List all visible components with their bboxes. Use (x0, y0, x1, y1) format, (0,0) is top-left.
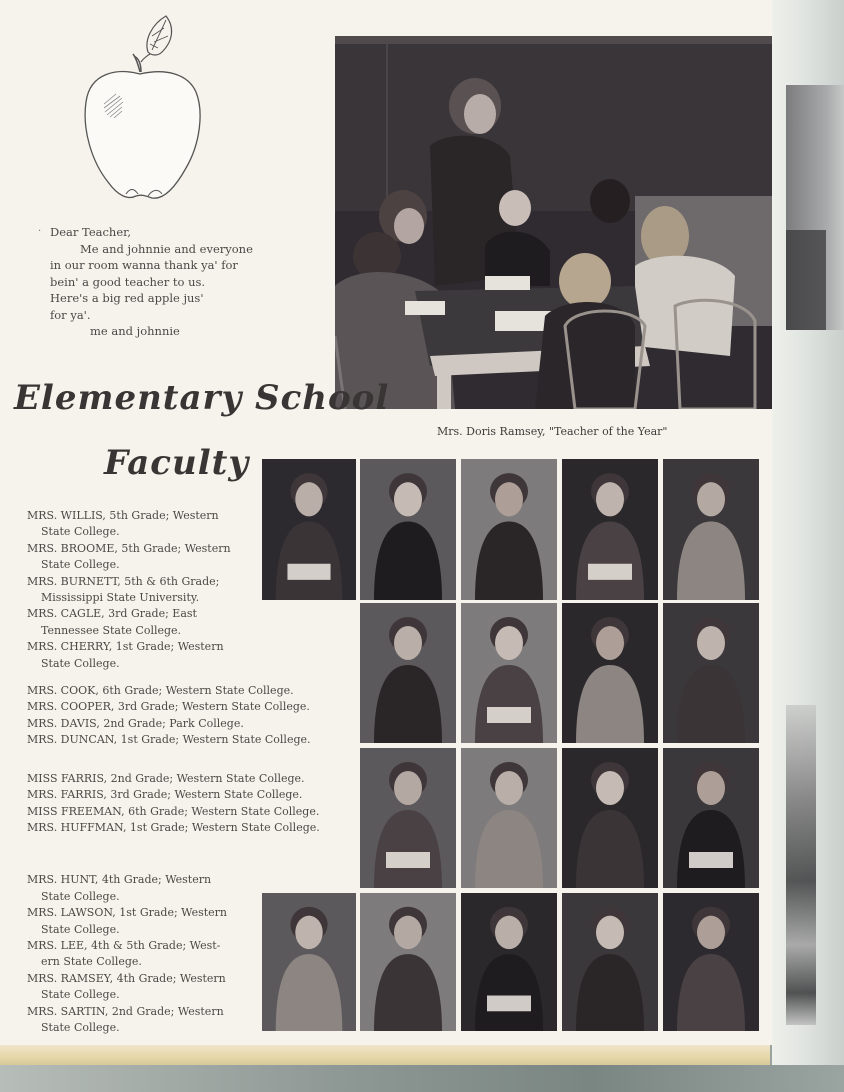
faculty-entry-text: MRS. HUFFMAN, 1st Grade; Western State College. (27, 820, 320, 834)
faculty-portrait (663, 603, 759, 743)
faculty-entry-text: MRS. RAMSEY, 4th Grade; Western (27, 971, 226, 985)
faculty-entry-continuation: State College. (41, 656, 120, 670)
faculty-entry-text: MRS. SARTIN, 2nd Grade; Western (27, 1004, 224, 1018)
faculty-portrait (262, 459, 356, 600)
letter-line: for ya'. (50, 307, 91, 322)
faculty-entry-continuation: State College. (41, 525, 120, 539)
faculty-entry-text: MRS. LAWSON, 1st Grade; Western (27, 906, 228, 920)
faculty-entry-text: MRS. LEE, 4th & 5th Grade; West- (27, 938, 221, 952)
faculty-portrait (562, 748, 658, 888)
apple-illustration (78, 12, 208, 204)
faculty-entry-text: MRS. CAGLE, 3rd Grade; East (27, 607, 197, 621)
faculty-portrait (461, 748, 557, 888)
teacher-of-the-year-photo (335, 36, 772, 409)
letter-signature: me and johnnie (90, 324, 180, 338)
faculty-portrait (461, 603, 557, 743)
faculty-portrait (360, 603, 456, 743)
faculty-entry-continuation: Tennessee State College. (41, 623, 182, 637)
faculty-entry-text: MRS. WILLIS, 5th Grade; Western (27, 509, 219, 522)
letter-mark: · (38, 226, 42, 237)
faculty-entry-text: MRS. COOK, 6th Grade; Western State College. (27, 684, 294, 698)
faculty-entry-text: MRS. HUNT, 4th Grade; Western (27, 873, 212, 887)
faculty-portrait (360, 459, 456, 600)
faculty-entry-text: MRS. DUNCAN, 1st Grade; Western State College. (27, 733, 311, 747)
faculty-entry-text: MRS. FARRIS, 3rd Grade; Western State College. (27, 788, 303, 802)
letter-to-teacher (38, 224, 280, 340)
faculty-portrait (562, 459, 658, 600)
faculty-entry-text: MRS. CHERRY, 1st Grade; Western (27, 640, 224, 654)
faculty-portrait (262, 893, 356, 1031)
faculty-entry-text: MRS. BURNETT, 5th & 6th Grade; (27, 574, 220, 588)
faculty-entry-continuation: State College. (41, 922, 120, 936)
faculty-entry-continuation: ern State College. (41, 955, 142, 969)
faculty-entry-text: MISS FREEMAN, 6th Grade; Western State College. (27, 804, 320, 818)
faculty-portrait (461, 459, 557, 600)
background-surface (0, 1065, 844, 1092)
letter-line: Me and johnnie and everyone (80, 241, 253, 256)
faculty-portrait (461, 893, 557, 1031)
adjacent-page-photo-blur (786, 230, 826, 330)
page-bottom-edge (0, 1045, 770, 1065)
faculty-portrait (663, 748, 759, 888)
letter-greeting: Dear Teacher, (50, 225, 132, 239)
letter-line: bein' a good teacher to us. (50, 274, 206, 289)
feature-photo-caption: Mrs. Doris Ramsey, "Teacher of the Year" (437, 425, 668, 438)
faculty-entry-text: MRS. DAVIS, 2nd Grade; Park College. (27, 716, 244, 730)
faculty-entry-continuation: State College. (41, 558, 120, 572)
faculty-portrait (562, 603, 658, 743)
adjacent-page-photo-blur (786, 705, 816, 1025)
faculty-entry-continuation: State College. (41, 988, 120, 1002)
letter-line: in our room wanna thank ya' for (50, 258, 238, 272)
letter-line: Here's a big red apple jus' (50, 291, 204, 305)
faculty-entry-continuation: Mississippi State University. (41, 591, 200, 605)
faculty-portrait (663, 893, 759, 1031)
faculty-portrait (360, 893, 456, 1031)
page-title-elementary-school: Elementary School (14, 378, 390, 418)
faculty-portrait (663, 459, 759, 600)
page-title-faculty: Faculty (104, 443, 250, 483)
faculty-entry-text: MRS. BROOME, 5th Grade; Western (27, 541, 231, 555)
faculty-entry-continuation: State College. (41, 1020, 120, 1034)
faculty-entry-text: MRS. COOPER, 3rd Grade; Western State College. (27, 700, 310, 714)
faculty-entry-continuation: State College. (41, 889, 120, 903)
faculty-photo-grid (262, 459, 759, 1031)
faculty-entry-text: MISS FARRIS, 2nd Grade; Western State College. (27, 771, 305, 785)
faculty-portrait (360, 748, 456, 888)
faculty-portrait (562, 893, 658, 1031)
